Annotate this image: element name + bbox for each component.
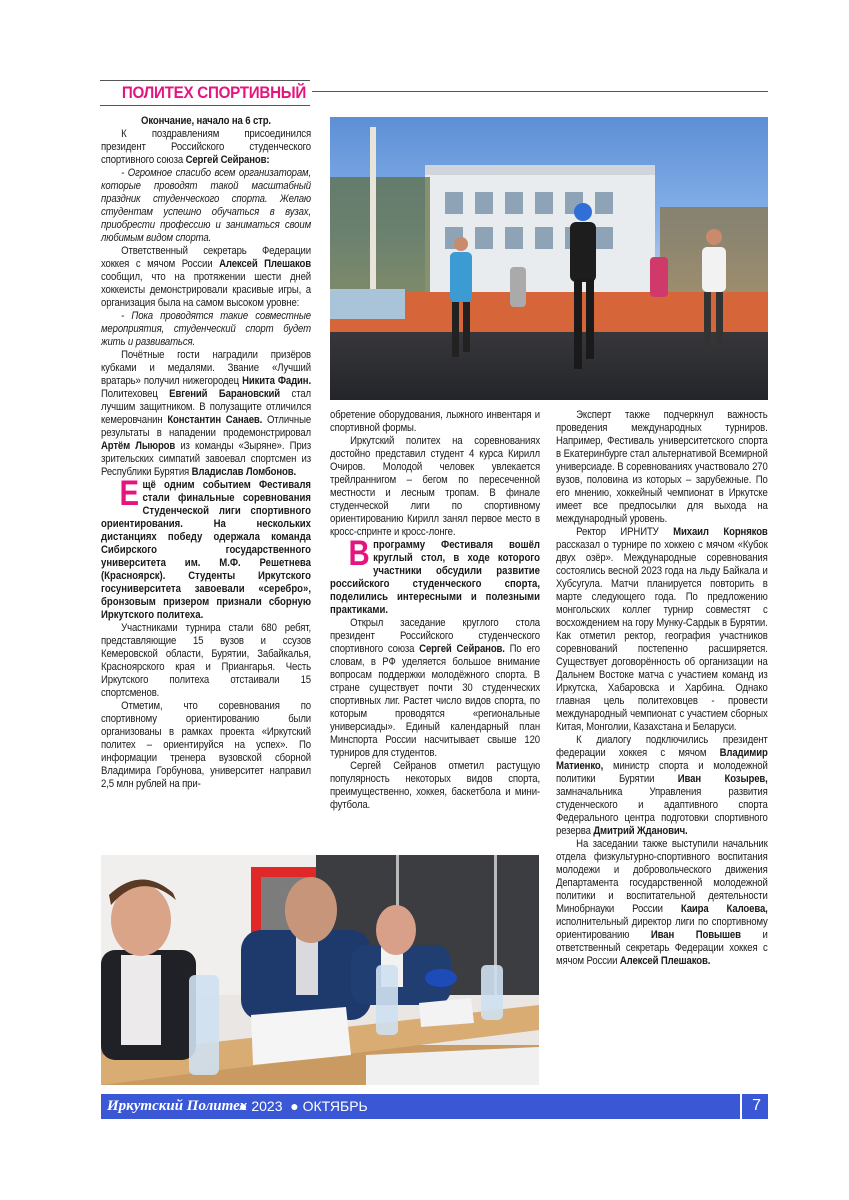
person-name: Сергей Сейранов: [185,154,270,166]
paragraph-text: К диалогу подключились президент федерации хоккея с мячом [556,734,768,759]
paragraph-text: Открыл заседание круглого стола президент Российского студенческого спортивного союза [330,617,540,655]
article-paragraph [101,349,311,479]
paragraph-text: Сергей Сейранов отметил растущую популярность некоторых видов спорта, преимущественно, хоккея, баскетбола и мини-футбола. [330,760,540,811]
person-name: Владислав Ломбонов. [191,466,297,478]
article-paragraph [101,700,311,791]
paragraph-text: стал лучшим защитником. В полузащите отличился кемеровчанин [101,388,311,426]
paragraph-text: - Пока проводятся такие совместные мероприятия, студенческий спорт будет жить и развиваться. [101,310,311,348]
paragraph-text: На заседании также выступили начальник отдела физкультурно-спортивного воспитания молодежи и добровольческого движения Департамента государственной молодежной политики и воспитательной деятельности Минобрнауки России [556,838,768,915]
paragraph-text: министр спорта и молодежной политики Бурятии [556,760,768,785]
paragraph-text: Отличные результаты в нападении продемонстрировал [101,414,312,439]
article-paragraph [101,622,311,700]
paragraph-text: из команды «Зыряне». Приз зрительских симпатий завоевал спортсмен из Республики Бурятия [101,440,311,478]
paragraph-text: Отметим, что соревнования по спортивному ориентированию были организованы в рамках проекта «Иркутский политех – ориентируйся на успех». По информации тренера вузовской сборной Владимира Горбунова, университет направил 2,5 млн рублей на при- [101,700,311,790]
paragraph-text: Политеховец [101,388,170,400]
paragraph-text: и ответственный секретарь Федерации хоккея с мячом России [556,929,768,967]
header-rule-top [100,80,310,81]
footer-issue-date [239,1098,368,1114]
drop-cap: Е [119,474,140,513]
paragraph-text: щё одним событием Фестиваля стали финальные соревнования Студенческой лиги спортивного ориентирования. На нескольких дистанциях победу одержала команда Сибирского государственного университета им. М.Ф. Решетнева (Красноярск). Студенты Иркутского госуниверситета завоевали «серебро», бронзовым призером признали сборную Иркутского политеха. [101,479,311,621]
paragraph-text: исполнительный директор лиги по спортивному ориентированию [556,916,768,941]
person-name: Иван Козырев, [677,773,768,785]
article-paragraph [556,526,768,734]
header-rule-long [312,91,768,92]
footer-publication-name: Иркутский Политех [107,1098,248,1114]
person-name: Иван Повышев [650,929,741,941]
paragraph-text: Почётные гости наградили призёров кубками и медалями. Звание «Лучший вратарь» получил нижегородец [101,349,311,387]
section-title: ПОЛИТЕХ СПОРТИВНЫЙ [121,84,306,102]
paragraph-text: сообщил, что на протяжении шести дней хоккеисты демонстрировали красивые игры, а организация была на самом высоком уровне: [101,271,311,309]
paragraph-text: замначальника Управления развития студенческого и адаптивного спорта Федерального центра подготовки спортивного резерва [556,786,768,837]
paragraph-text: - Огромное спасибо всем организаторам, которые проводят такой масштабный праздник студенческого спорта. Желаю студентам успешно обучаться в вузах, приобрести профессию и заниматься своим любимым видом спорта. [101,167,311,244]
drop-cap: В [348,534,370,573]
article-paragraph [101,310,311,349]
article-column-3 [556,409,768,968]
paragraph-text: рассказал о турнире по хоккею с мячом «Кубок двух озёр». Международные соревнования состоялись весной 2023 года на льду Байкала и Хубсугула. Матчи планируется повторить в марте следующего года. По предложению монгольских коллег турнир совместят с восхождением на гору Мунку-Сардык в Бурятии. Как отметил ректор, география участников соревнований постепенно расширяется. Существует договорённость об организации на Дальнем Востоке матча с участием команд из Иркутска, Хабаровска и Харбина. Однако главная цель политеховцев - провести международный чемпионат с участием сборных Китая, Монголии, Казахстана и Беларуси. [556,539,768,733]
article-paragraph [330,409,540,435]
photo-round-table [101,855,539,1085]
person-name: Сергей Сейранов. [419,643,505,655]
article-paragraph [101,245,311,310]
article-paragraph [556,409,768,526]
footer-month: ● ОКТЯБРЬ [290,1098,368,1114]
person-name: Михаил Корняков [673,526,768,538]
article-paragraph [330,760,540,812]
article-paragraph [101,474,311,622]
paragraph-text: Ответственный секретарь Федерации хоккея с мячом России [101,245,311,270]
article-paragraph [101,128,311,167]
paragraph-text: Участниками турнира стали 680 ребят, представляющие 15 вузов и ссузов Кемеровской области, Бурятии, Забайкалья, Красноярского края и Приангарья. Честь Иркутского политеха отстаивали 15 спортсменов. [101,622,311,699]
paragraph-text: обретение оборудования, лыжного инвентаря и спортивной формы. [330,409,540,434]
page-number: 7 [752,1097,761,1114]
person-name: Дмитрий Жданович. [593,825,688,837]
article-column-2 [330,409,540,812]
photo-runners [330,117,768,400]
person-name: Константин Санаев. [167,414,263,426]
person-name: Алексей Плешаков [219,258,312,270]
footer-bar [101,1094,768,1119]
article-paragraph [330,617,540,760]
person-name: Каира Калоева, [680,903,768,915]
header-rule-bottom [100,105,310,106]
article-paragraph [101,167,311,245]
paragraph-text: программу Фестиваля вошёл круглый стол, в ходе которого участники обсудили развитие российского студенческого спорта, поделились интересными и полезными практиками. [330,539,540,616]
paragraph-text: Ректор ИРНИТУ [576,526,674,538]
person-name: Владимир Матиенко, [556,747,768,772]
paragraph-text: Иркутский политех на соревнованиях достойно представил студент 4 курса Кирилл Очиров. Молодой человек увлекается трейлраннигом – бегом по пересеченной местности и лесным тропам. В финале студенческой лиги по спортивному ориентированию Кирилл занял первое место в кросс-спринте и кросс-лонге. [330,435,540,538]
article-paragraph [556,838,768,968]
article-paragraph [330,534,540,617]
paragraph-text: По его словам, в РФ уделяется большое внимание вопросам поддержки молодёжного спорта. В стране существует почти 30 студенческих спортивных лиг. Растет число видов спорта, по которым проводятся «региональные универсиады». Единый календарный план Минспорта России насчитывает свыше 120 турниров для студентов. [330,643,540,759]
paragraph-text: Эксперт также подчеркнул важность проведения международных турниров. Например, Фестиваль университетского спорта в Екатеринбурге стал альтернативой Всемирной универсиаде. В соревнованиях участвовало 270 вузов, половина из которых – зарубежные. По его мнению, хоккейный чемпионат в Иркутске имеет все предпосылки для выхода на международный уровень. [556,409,768,525]
footer-separator [740,1094,742,1119]
paragraph-text: К поздравлениям присоединился президент Российского студенческого спортивного союза [101,128,311,166]
person-name: Артём Лыюров [101,440,176,452]
paragraph-text: Окончание, начало на 6 стр. [141,115,271,127]
footer-year: ● 2023 [239,1098,283,1114]
article-paragraph [101,115,311,128]
article-column-1 [101,115,311,791]
person-name: Евгений Барановский [169,388,281,400]
article-paragraph [556,734,768,838]
person-name: Никита Фадин. [242,375,311,387]
article-paragraph [330,435,540,539]
person-name: Алексей Плешаков. [619,955,711,967]
